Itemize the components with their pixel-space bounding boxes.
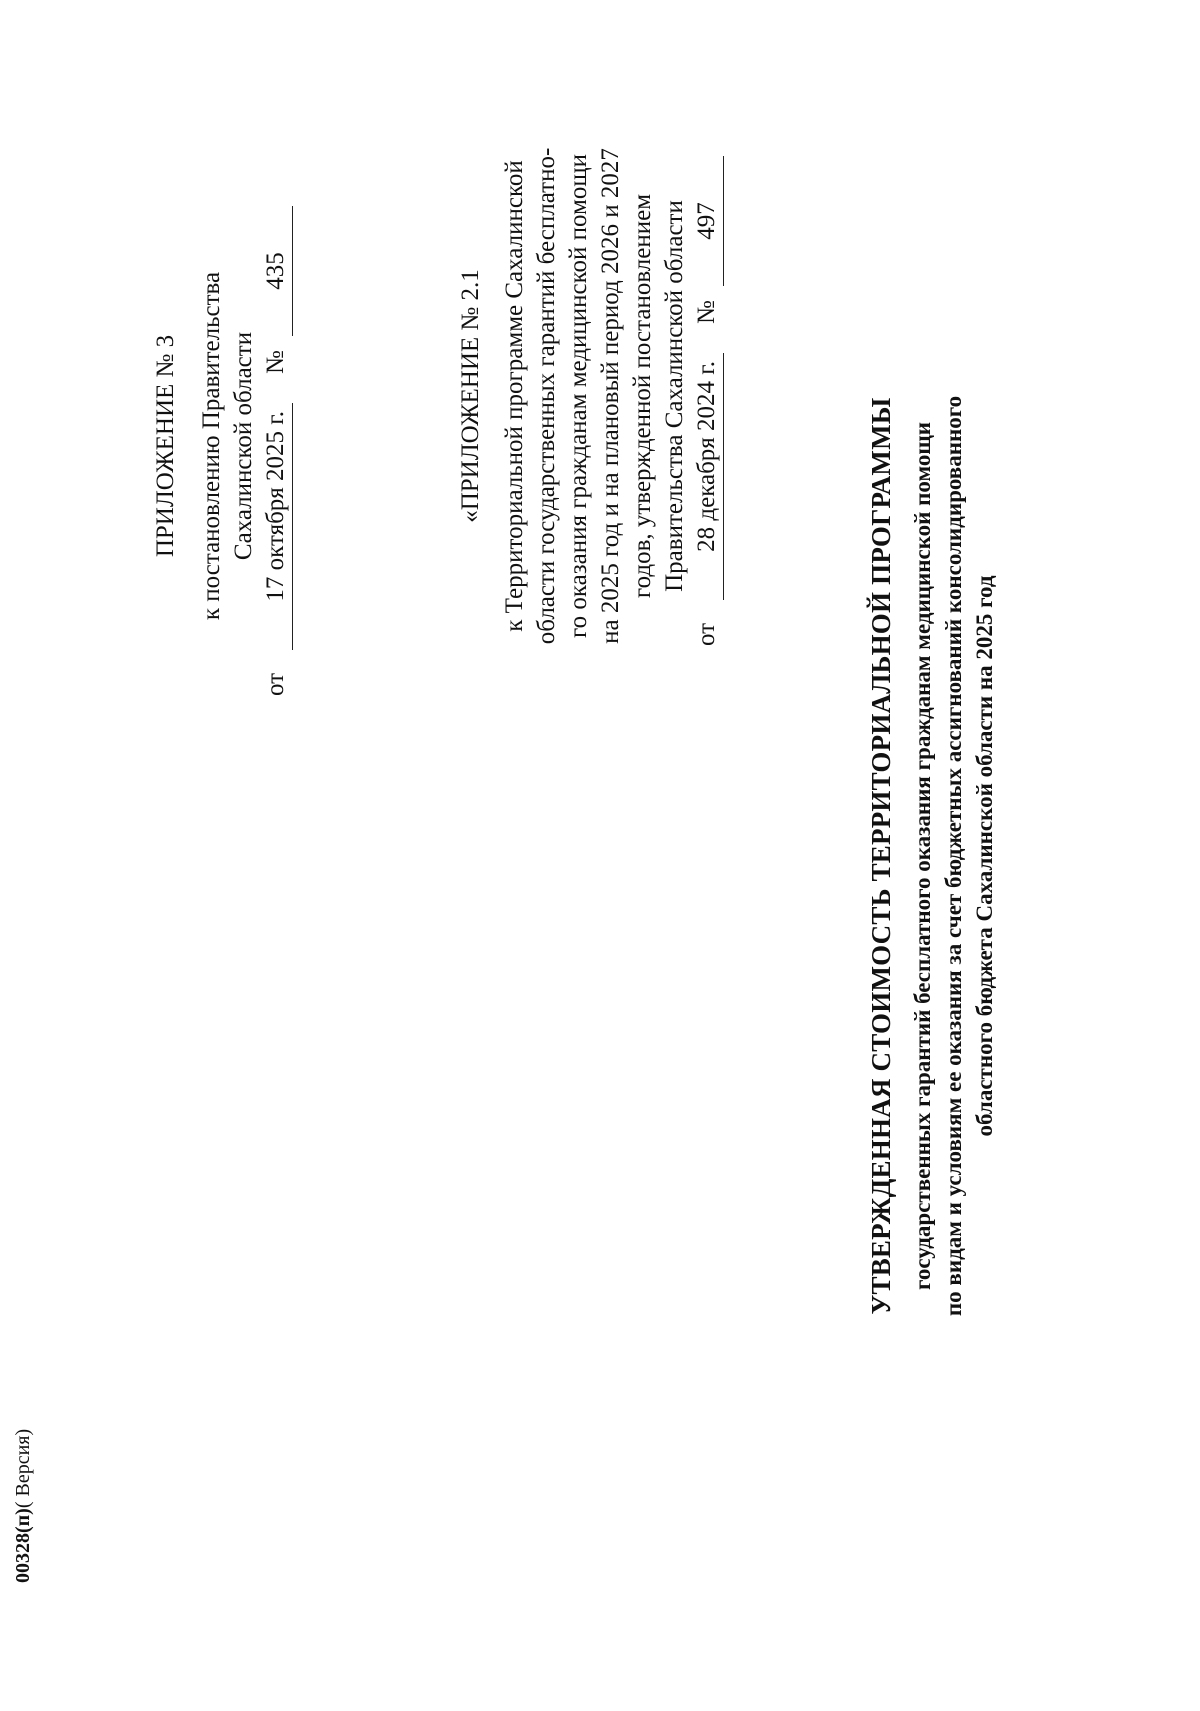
ot-label: от xyxy=(693,622,720,646)
subtitle-line-1: государственных гарантий бесплатного оказания гражданам медицинской помощи xyxy=(910,421,935,1291)
appendix-2-1-date: 28 декабря 2024 г. xyxy=(691,353,724,600)
document-code xyxy=(12,1429,35,1583)
subtitle-line-3: областного бюджета Сахалинской области на 2025 год xyxy=(972,575,997,1137)
subtitle-line-2: по видам и условиям ее оказания за счет бюджетных ассигнований консолидированного xyxy=(941,395,966,1317)
appendix-3-block xyxy=(150,196,296,696)
appendix-3-date: 17 октября 2025 г. xyxy=(260,403,293,650)
appendix-2-1-line: го оказания гражданам медицинской помощи xyxy=(565,154,592,638)
appendix-2-1-line: области государственных гарантий бесплатно- xyxy=(533,147,560,645)
appendix-2-1-line: к Территориальной программе Сахалинской xyxy=(501,160,528,632)
appendix-2-1-line: на 2025 год и на плановый период 2026 и 2027 xyxy=(597,148,624,644)
number-sign: № xyxy=(262,350,289,374)
appendix-2-1-number: 497 xyxy=(691,156,724,286)
appendix-3-number: 435 xyxy=(260,206,293,336)
main-title: УТВЕРЖДЕННАЯ СТОИМОСТЬ ТЕРРИТОРИАЛЬНОЙ ПРОГРАММЫ xyxy=(866,397,896,1315)
appendix-3-title: ПРИЛОЖЕНИЕ № 3 xyxy=(152,334,179,558)
appendix-3-line-1: к постановлению Правительства xyxy=(198,271,225,621)
subtitle xyxy=(907,191,1000,1521)
appendix-2-1-line: годов, утвержденной постановлением xyxy=(629,193,656,599)
heading-block xyxy=(866,191,1000,1521)
document-version: ( Версия) xyxy=(12,1428,34,1509)
number-sign: № xyxy=(693,300,720,324)
appendix-2-1-title: «ПРИЛОЖЕНИЕ № 2.1 xyxy=(457,269,484,523)
appendix-2-1-block xyxy=(455,86,727,706)
appendix-2-1-date-row xyxy=(691,86,727,646)
ot-label: от xyxy=(262,672,289,696)
appendix-3-date-row xyxy=(260,196,296,696)
appendix-2-1-line: Правительства Сахалинской области xyxy=(661,200,688,592)
appendix-3-line-2: Сахалинской области xyxy=(230,331,257,561)
document-code-number: 00328(п) xyxy=(12,1508,34,1583)
